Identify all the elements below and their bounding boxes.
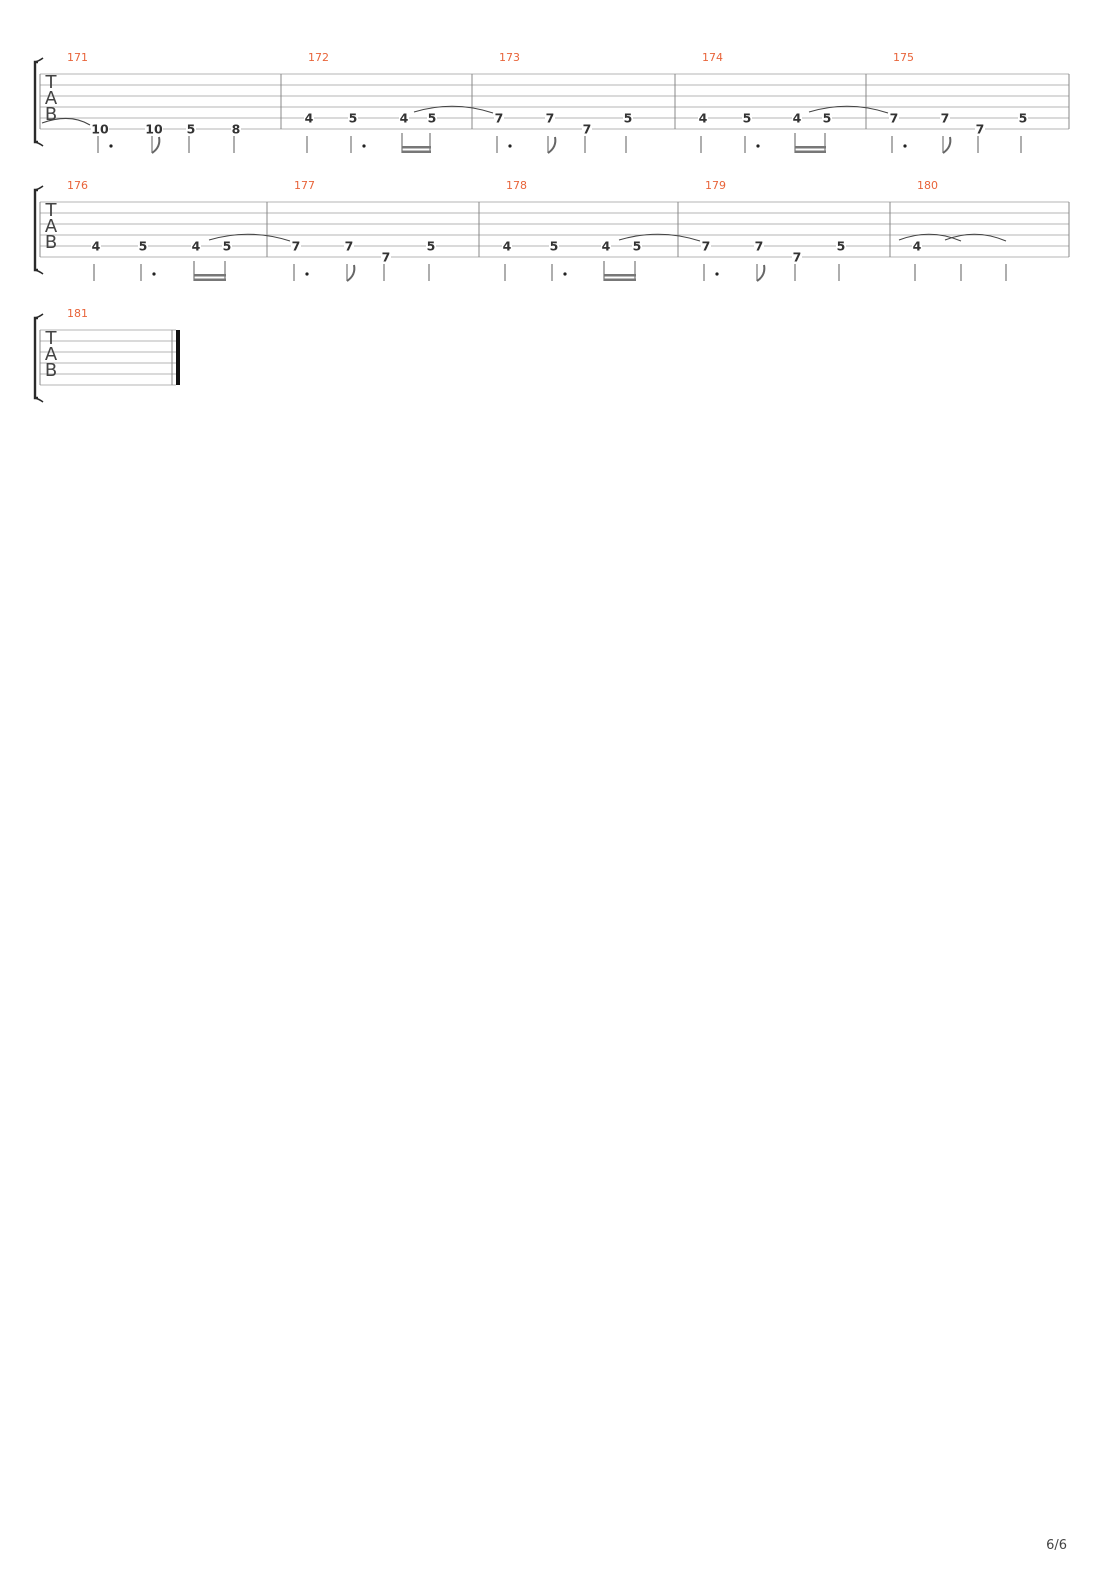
eighth-flag bbox=[347, 265, 354, 281]
sixteenth-beam bbox=[194, 274, 226, 277]
fret-number: 5 bbox=[549, 238, 559, 254]
tab-system bbox=[35, 179, 1069, 281]
fret-number: 4 bbox=[399, 110, 409, 126]
fret-number: 7 bbox=[582, 121, 592, 137]
tab-clef-letter: T bbox=[45, 328, 57, 349]
measure-number: 181 bbox=[67, 307, 88, 320]
fret-number: 7 bbox=[291, 238, 301, 254]
fret-number: 7 bbox=[494, 110, 504, 126]
fret-number: 5 bbox=[632, 238, 642, 254]
system-bracket bbox=[35, 190, 38, 270]
duration-dot bbox=[152, 272, 155, 275]
tab-clef-letter: A bbox=[44, 88, 58, 109]
eighth-flag bbox=[757, 265, 764, 281]
measure-number: 172 bbox=[308, 51, 329, 64]
fret-number: 5 bbox=[836, 238, 846, 254]
fret-number: 7 bbox=[545, 110, 555, 126]
fret-number: 4 bbox=[601, 238, 611, 254]
fret-number: 5 bbox=[348, 110, 358, 126]
fret-number: 5 bbox=[742, 110, 752, 126]
sixteenth-beam bbox=[604, 274, 636, 277]
measure-number: 174 bbox=[702, 51, 723, 64]
fret-number: 5 bbox=[222, 238, 232, 254]
fret-number: 7 bbox=[754, 238, 764, 254]
fret-number: 5 bbox=[138, 238, 148, 254]
tab-clef-letter: A bbox=[44, 344, 58, 365]
fret-number: 5 bbox=[1018, 110, 1028, 126]
measure-number: 173 bbox=[499, 51, 520, 64]
final-barline-thick bbox=[176, 330, 180, 385]
fret-number: 10 bbox=[145, 121, 163, 137]
fret-number: 7 bbox=[701, 238, 711, 254]
fret-number: 7 bbox=[792, 249, 802, 265]
sixteenth-beam bbox=[402, 146, 431, 149]
sixteenth-beam bbox=[795, 151, 826, 154]
fret-number: 4 bbox=[502, 238, 512, 254]
tab-system bbox=[35, 307, 180, 402]
duration-dot bbox=[563, 272, 566, 275]
tab-clef-letter: B bbox=[44, 232, 58, 253]
duration-dot bbox=[508, 144, 511, 147]
measure-number: 180 bbox=[917, 179, 938, 192]
fret-number: 4 bbox=[304, 110, 314, 126]
eighth-flag bbox=[943, 137, 950, 153]
duration-dot bbox=[715, 272, 718, 275]
sixteenth-beam bbox=[795, 146, 826, 149]
sixteenth-beam bbox=[194, 279, 226, 282]
fret-number: 8 bbox=[231, 121, 241, 137]
tab-clef-letter: B bbox=[44, 360, 58, 381]
fret-number: 7 bbox=[975, 121, 985, 137]
eighth-flag bbox=[152, 137, 159, 153]
duration-dot bbox=[305, 272, 308, 275]
measure-number: 176 bbox=[67, 179, 88, 192]
fret-number: 5 bbox=[623, 110, 633, 126]
eighth-flag bbox=[548, 137, 555, 153]
fret-number: 5 bbox=[186, 121, 196, 137]
measure-number: 179 bbox=[705, 179, 726, 192]
duration-dot bbox=[362, 144, 365, 147]
sixteenth-beam bbox=[402, 151, 431, 154]
measure-number: 177 bbox=[294, 179, 315, 192]
tab-clef-letter: T bbox=[45, 200, 57, 221]
fret-number: 10 bbox=[91, 121, 109, 137]
tab-system bbox=[35, 51, 1069, 153]
tab-clef-letter: B bbox=[44, 104, 58, 125]
fret-number: 4 bbox=[698, 110, 708, 126]
tab-clef-letter: A bbox=[44, 216, 58, 237]
fret-number: 7 bbox=[889, 110, 899, 126]
fret-number: 4 bbox=[792, 110, 802, 126]
tab-clef-letter: T bbox=[45, 72, 57, 93]
sixteenth-beam bbox=[604, 279, 636, 282]
fret-number: 4 bbox=[191, 238, 201, 254]
system-bracket bbox=[35, 62, 38, 142]
fret-number: 5 bbox=[427, 110, 437, 126]
measure-number: 178 bbox=[506, 179, 527, 192]
measure-number: 175 bbox=[893, 51, 914, 64]
fret-number: 5 bbox=[426, 238, 436, 254]
fret-number: 5 bbox=[822, 110, 832, 126]
fret-number: 7 bbox=[940, 110, 950, 126]
fret-number: 7 bbox=[381, 249, 391, 265]
fret-number: 4 bbox=[912, 238, 922, 254]
fret-number: 7 bbox=[344, 238, 354, 254]
duration-dot bbox=[756, 144, 759, 147]
duration-dot bbox=[903, 144, 906, 147]
measure-number: 171 bbox=[67, 51, 88, 64]
duration-dot bbox=[109, 144, 112, 147]
page-number: 6/6 bbox=[1046, 1538, 1067, 1553]
fret-number: 4 bbox=[91, 238, 101, 254]
system-bracket bbox=[35, 318, 38, 398]
